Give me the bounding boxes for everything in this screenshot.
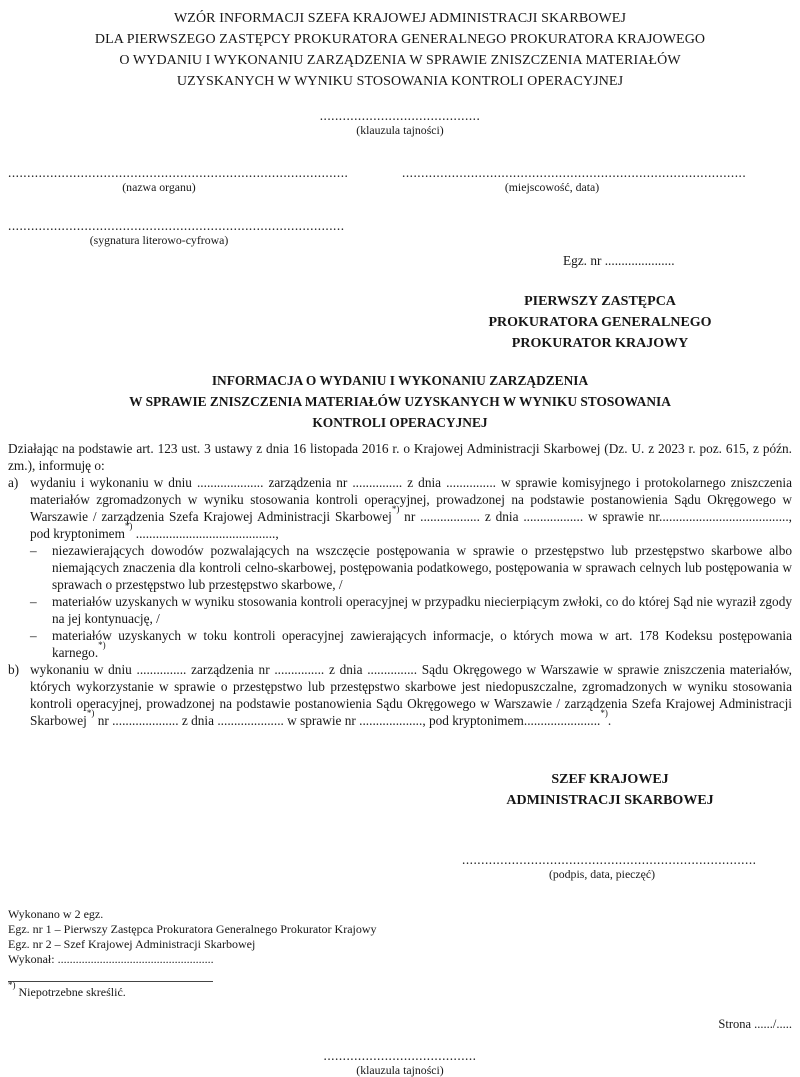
document-body	[8, 440, 792, 729]
title-line-1: WZÓR INFORMACJI SZEFA KRAJOWEJ ADMINISTRACJI SKARBOWEJ	[173, 11, 626, 26]
addressee-line-1: PIERWSZY ZASTĘPCA	[524, 294, 676, 309]
item-a-footnote-marker-1: *)	[391, 504, 400, 515]
dash-3-footnote-marker: *)	[98, 640, 106, 651]
item-b-footnote-marker-2: *)	[600, 708, 608, 719]
main-heading	[8, 370, 792, 433]
list-item-b-label: b)	[8, 662, 20, 677]
dash-item-2-marker: –	[30, 594, 37, 609]
title-line-3: O WYDANIU I WYKONANIU ZARZĄDZENIA W SPRAWIE ZNISZCZENIA MATERIAŁÓW	[119, 53, 681, 68]
signature-area	[462, 851, 757, 881]
footnote	[8, 979, 792, 1000]
classification-top	[8, 107, 792, 137]
file-signature-label: (sygnatura literowo-cyfrowa)	[89, 233, 229, 247]
copy-1-line: Egz. nr 1 – Pierwszy Zastępca Prokuratora Generalnego Prokurator Krajowy	[8, 922, 377, 936]
organ-blank: .........................................................................................	[8, 165, 349, 180]
signer-line-2: ADMINISTRACJI SKARBOWEJ	[506, 793, 714, 808]
item-a-footnote-marker-2: *)	[124, 521, 133, 532]
title-line-4: UZYSKANYCH W WYNIKU STOSOWANIA KONTROLI OPERACYJNEJ	[176, 74, 624, 89]
heading-line-3: KONTROLI OPERACYJNEJ	[312, 415, 488, 430]
list-item-b	[8, 661, 792, 729]
item-b-seg1: wykonaniu w dniu ............... zarządzenia nr ............... z dnia ............... Sądu Okręgowego w Warszawie w sprawie zniszczenia materiałów, których wykorzystanie w sprawie o przestępstwo lub przestępstwo skarbowe jest niedopuszczalne, zgromadzonych w wyniku stosowania kontroli operacyjnej, prowadzonej na podstawie postanowienia Sądu Okręgowego w Warszawie / zarządzenia Szefa Krajowej Administracji Skarbowej	[30, 662, 792, 728]
file-signature-field	[8, 217, 345, 247]
footnote-divider	[8, 981, 213, 982]
list-item-a-text	[30, 474, 792, 542]
page-number: Strona ....../.....	[718, 1017, 792, 1031]
signer-block	[445, 769, 775, 811]
list-item-a-label: a)	[8, 475, 19, 490]
heading-line-2: W SPRAWIE ZNISZCZENIA MATERIAŁÓW UZYSKANYCH W WYNIKU STOSOWANIA	[129, 394, 671, 409]
addressee-line-2: PROKURATORA GENERALNEGO	[488, 315, 712, 330]
dash-item-1-marker: –	[30, 543, 37, 558]
list-item-b-text	[30, 661, 792, 729]
file-signature-blank: ........................................................................................	[8, 218, 345, 233]
footnote-text: Niepotrzebne skreślić.	[15, 985, 126, 999]
classification-top-blank: ..........................................	[319, 108, 481, 123]
dash-item-3-text	[52, 627, 792, 661]
dash-2-seg: materiałów uzyskanych w wyniku stosowania kontroli operacyjnej w przypadku niecierpiącym zwłoki, co do której Sąd nie wyraził zgody na jej kontynuację, /	[52, 594, 792, 626]
made-by-line: Wykonał: ....................................................	[8, 952, 214, 966]
item-b-seg3: .	[607, 713, 612, 728]
title-line-2: DLA PIERWSZEGO ZASTĘPCY PROKURATORA GENERALNEGO PROKURATORA KRAJOWEGO	[94, 32, 706, 47]
dash-1-seg: niezawierających dowodów pozwalających na wszczęcie postępowania w sprawie o przestępstwo lub przestępstwo skarbowe albo niemających znaczenia dla kontroli celno-skarbowej, postępowania podatkowego, postępowania w sprawach celnych lub postępowania w sprawach o przestępstwo lub przestępstwo skarbowe, /	[52, 543, 792, 592]
classification-bottom-blank: ........................................	[323, 1048, 477, 1063]
classification-bottom-label: (klauzula tajności)	[356, 1063, 444, 1077]
item-b-seg2: nr .................... z dnia .................... w sprawie nr ..................., pod kryptonimem.......................	[94, 713, 601, 728]
dash-item-2-text	[52, 593, 792, 627]
dash-item-3	[8, 627, 792, 661]
dash-item-2	[8, 593, 792, 627]
intro-paragraph: Działając na podstawie art. 123 ust. 3 ustawy z dnia 16 listopada 2016 r. o Krajowej Administracji Skarbowej (Dz. U. z 2023 r. poz. 615, z późn. zm.), informuję o:	[8, 441, 792, 473]
place-date-field	[402, 164, 747, 194]
copy-2-line: Egz. nr 2 – Szef Krajowej Administracji Skarbowej	[8, 937, 256, 951]
classification-top-label: (klauzula tajności)	[356, 123, 444, 137]
item-a-seg1: wydaniu i wykonaniu w dniu .................... zarządzenia nr ............... z dnia ............... w sprawie komisyjnego i protokolarnego zniszczenia materiałów zgromadzonych w wyniku stosowania kontroli operacyjnej, prowadzonej na podstawie postanowienia Sądu Okręgowego w Warszawie / zarządzenia Szefa Krajowej Administracji Skarbowej	[30, 475, 792, 524]
dash-3-seg: materiałów uzyskanych w toku kontroli operacyjnej zawierających informacje, o których mowa w art. 178 Kodeksu postępowania karnego.	[52, 628, 792, 660]
heading-line-1: INFORMACJA O WYDANIU I WYKONANIU ZARZĄDZENIA	[211, 373, 589, 388]
signature-blank: .............................................................................	[462, 852, 757, 867]
place-date-blank: ..........................................................................................	[402, 165, 747, 180]
made-in-line: Wykonano w 2 egz.	[8, 907, 104, 921]
item-a-seg3: ..........................................,	[132, 526, 279, 541]
footnote-marker: *)	[8, 979, 16, 990]
copy-number-field: Egz. nr .....................	[563, 253, 675, 268]
item-a-seg2: nr .................. z dnia .................. w sprawie nr......................................., pod kryptonimem	[30, 509, 792, 541]
classification-bottom	[8, 1047, 792, 1077]
list-item-a	[8, 474, 792, 542]
place-date-label: (miejscowość, data)	[504, 180, 600, 194]
header-fields-row	[8, 164, 792, 194]
document-title	[8, 8, 792, 92]
dash-item-3-marker: –	[30, 628, 37, 643]
item-b-footnote-marker-1: *)	[86, 708, 95, 719]
signer-line-1: SZEF KRAJOWEJ	[551, 772, 669, 787]
signature-label: (podpis, data, pieczęć)	[548, 867, 656, 881]
addressee-block	[435, 291, 765, 354]
dash-item-1	[8, 542, 792, 593]
distribution-footer	[8, 907, 792, 967]
dash-item-1-text	[52, 542, 792, 593]
organ-label: (nazwa organu)	[122, 180, 196, 194]
addressee-line-3: PROKURATOR KRAJOWY	[511, 336, 689, 351]
organ-field	[8, 164, 349, 194]
